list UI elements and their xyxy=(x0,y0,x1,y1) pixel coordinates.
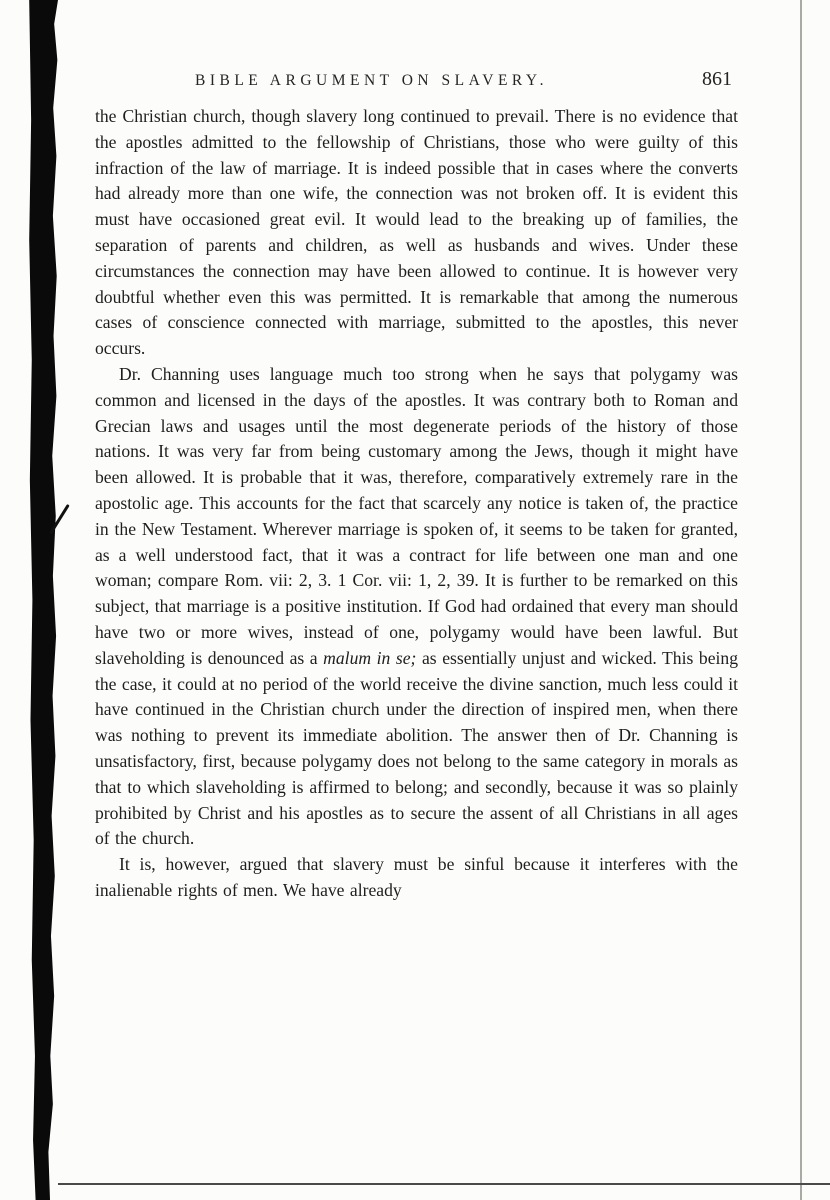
paragraph-2-text-a: Dr. Channing uses language much too strong when he says that polygamy was common and licensed in the days of the apostles. It was contrary both to Roman and Grecian laws and usages until the most degenerate periods of the history of those nations. It was very far from being customary among the Jews, though it might have been allowed. It is probable that it was, therefore, comparatively extremely rare in the apostolic age. This accounts for the fact that scarcely any notice is taken of, the practice in the New Testament. Wherever marriage is spoken of, it seems to be taken for granted, as a well understood fact, that it was a contract for life between one man and one woman; compare Rom. vii: 2, 3. 1 Cor. vii: 1, 2, 39. It is further to be remarked on this subject, that marriage is a positive institution. If God had ordained that every man should have two or more wives, instead of one, polygamy would have been lawful. But slaveholding is denounced as a xyxy=(95,363,738,668)
body-text xyxy=(95,104,738,904)
paragraph-3-text: It is, however, argued that slavery must be sinful because it interferes with the inalienable rights of men. We have already xyxy=(95,854,738,900)
page-number: 861 xyxy=(702,68,732,90)
right-scan-edge xyxy=(800,0,802,1200)
paragraph-2-text-b: as essentially unjust and wicked. This being the case, it could at no period of the world receive the divine sanction, much less could it have continued in the Christian church under the direction of inspired men, when there was nothing to prevent its immediate abolition. The answer then of Dr. Channing is unsatisfactory, first, because polygamy does not belong to the same category in morals as that to which slaveholding is affirmed to belong; and secondly, because it was so plainly prohibited by Christ and his apostles as to secure the assent of all Christians in all ages of the church. xyxy=(95,647,738,849)
bottom-scan-edge xyxy=(58,1183,830,1185)
binding-shadow xyxy=(26,0,58,1200)
paragraph-1-text: the Christian church, though slavery long continued to prevail. There is no evidence that the apostles admitted to the fellowship of Christians, those who were guilty of this infraction of the law of marriage. It is indeed possible that in cases where the converts had already more than one wife, the connection was not broken off. It is evident this must have occasioned great evil. It would lead to the breaking up of families, the separation of parents and children, as well as husbands and wives. Under these circumstances the connection may have been allowed to continue. It is however very doubtful whether even this was permitted. It is remarkable that among the numerous cases of conscience connected with marriage, submitted to the apostles, this never occurs. xyxy=(95,106,738,359)
running-head xyxy=(95,68,738,96)
page-title: BIBLE ARGUMENT ON SLAVERY. xyxy=(195,72,548,89)
paragraph-2 xyxy=(95,362,738,852)
paragraph-1 xyxy=(95,104,738,362)
paragraph-2-italic-phrase: malum in se; xyxy=(323,647,417,668)
paragraph-3 xyxy=(95,852,738,904)
